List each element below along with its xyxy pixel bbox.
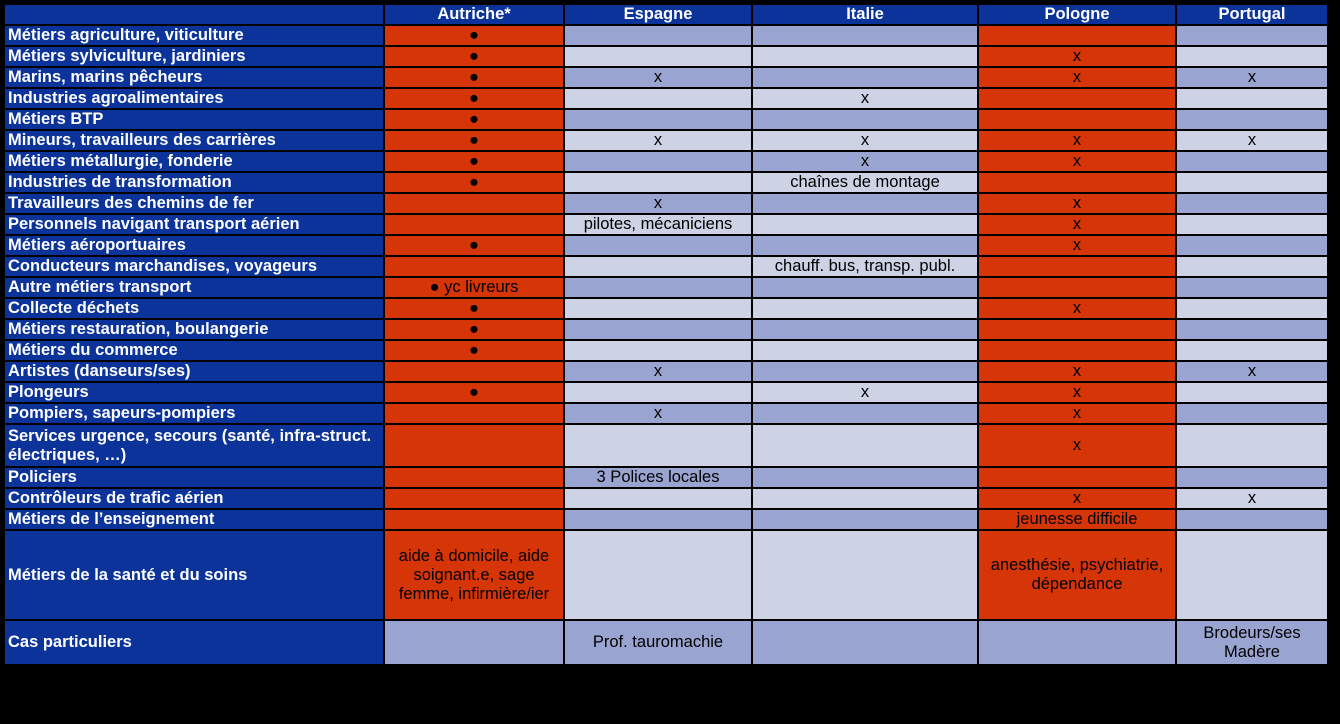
header-corner — [5, 5, 383, 24]
table-cell — [1177, 468, 1327, 487]
row-label: Conducteurs marchandises, voyageurs — [5, 257, 383, 276]
table-row — [5, 383, 1327, 402]
table-cell: x — [979, 236, 1175, 255]
table-cell — [565, 531, 751, 619]
table-cell — [1177, 383, 1327, 402]
table-row — [5, 531, 1327, 619]
table-cell — [1177, 89, 1327, 108]
table-cell — [1177, 110, 1327, 129]
table-cell: x — [979, 299, 1175, 318]
table-cell: ● — [385, 383, 563, 402]
table-cell — [979, 173, 1175, 192]
table-cell — [565, 257, 751, 276]
table-cell — [565, 47, 751, 66]
row-label: Cas particuliers — [5, 621, 383, 664]
table-cell — [753, 299, 977, 318]
table-cell: ● — [385, 47, 563, 66]
table-cell — [753, 68, 977, 87]
table-cell — [1177, 173, 1327, 192]
table-cell — [1177, 299, 1327, 318]
table-cell: x — [979, 194, 1175, 213]
table-cell — [979, 257, 1175, 276]
table-cell: x — [979, 131, 1175, 150]
table-cell: ● — [385, 26, 563, 45]
table-cell — [979, 89, 1175, 108]
row-label: Métiers métallurgie, fonderie — [5, 152, 383, 171]
table-cell — [1177, 215, 1327, 234]
table-cell: ● — [385, 131, 563, 150]
row-label: Personnels navigant transport aérien — [5, 215, 383, 234]
table-cell: x — [979, 152, 1175, 171]
col-header-espagne: Espagne — [565, 5, 751, 24]
table-row — [5, 362, 1327, 381]
table-cell — [979, 26, 1175, 45]
col-header-italie: Italie — [753, 5, 977, 24]
table-cell — [385, 404, 563, 423]
table-cell — [1177, 236, 1327, 255]
row-label: Industries agroalimentaires — [5, 89, 383, 108]
table-cell: x — [979, 425, 1175, 466]
table-cell: x — [565, 194, 751, 213]
table-row — [5, 215, 1327, 234]
table-cell: ● — [385, 320, 563, 339]
table-cell — [565, 278, 751, 297]
row-label: Travailleurs des chemins de fer — [5, 194, 383, 213]
table-cell — [565, 152, 751, 171]
table-cell: Brodeurs/ses Madère — [1177, 621, 1327, 664]
table-cell: x — [565, 362, 751, 381]
table-cell: chaînes de montage — [753, 173, 977, 192]
table-row — [5, 320, 1327, 339]
row-label: Métiers BTP — [5, 110, 383, 129]
table-cell — [753, 215, 977, 234]
table-row — [5, 510, 1327, 529]
table-cell: x — [1177, 68, 1327, 87]
col-header-portugal: Portugal — [1177, 5, 1327, 24]
table-cell — [565, 26, 751, 45]
table-cell — [979, 341, 1175, 360]
table-cell — [979, 320, 1175, 339]
row-label: Autre métiers transport — [5, 278, 383, 297]
table-row — [5, 299, 1327, 318]
table-row — [5, 47, 1327, 66]
table-row — [5, 89, 1327, 108]
table-cell — [753, 47, 977, 66]
table-cell — [385, 362, 563, 381]
table-row — [5, 489, 1327, 508]
table-row — [5, 26, 1327, 45]
table-cell — [979, 621, 1175, 664]
table-cell — [565, 510, 751, 529]
table-cell: x — [753, 89, 977, 108]
table-cell: pilotes, mécaniciens — [565, 215, 751, 234]
row-label: Policiers — [5, 468, 383, 487]
row-label: Mineurs, travailleurs des carrières — [5, 131, 383, 150]
table-cell — [1177, 404, 1327, 423]
row-label: Métiers de la santé et du soins — [5, 531, 383, 619]
table-cell — [1177, 47, 1327, 66]
table-cell — [1177, 531, 1327, 619]
header-row — [5, 5, 1327, 24]
table-cell — [565, 236, 751, 255]
table-cell: x — [753, 152, 977, 171]
table-cell: ● — [385, 173, 563, 192]
table-row — [5, 341, 1327, 360]
table-cell: jeunesse difficile — [979, 510, 1175, 529]
table-row — [5, 425, 1327, 466]
row-label: Services urgence, secours (santé, infra-struct. électriques, …) — [5, 425, 383, 466]
table-cell — [565, 299, 751, 318]
table-cell — [753, 425, 977, 466]
table-cell — [753, 489, 977, 508]
table-cell — [1177, 510, 1327, 529]
table-cell — [565, 383, 751, 402]
table-cell: x — [1177, 489, 1327, 508]
table-cell — [1177, 278, 1327, 297]
table-cell — [565, 425, 751, 466]
table-cell: x — [753, 131, 977, 150]
table-cell — [1177, 320, 1327, 339]
table-cell — [1177, 152, 1327, 171]
table-cell — [385, 215, 563, 234]
table-row — [5, 173, 1327, 192]
table-cell — [753, 236, 977, 255]
row-label: Plongeurs — [5, 383, 383, 402]
table-cell: ● — [385, 152, 563, 171]
row-label: Métiers du commerce — [5, 341, 383, 360]
table-row — [5, 110, 1327, 129]
table-cell — [753, 531, 977, 619]
table-row — [5, 468, 1327, 487]
table-cell: x — [1177, 362, 1327, 381]
row-label: Contrôleurs de trafic aérien — [5, 489, 383, 508]
table-cell — [753, 468, 977, 487]
table-cell — [979, 110, 1175, 129]
table-row — [5, 404, 1327, 423]
table-row — [5, 621, 1327, 664]
row-label: Marins, marins pêcheurs — [5, 68, 383, 87]
table-cell — [753, 510, 977, 529]
row-label: Collecte déchets — [5, 299, 383, 318]
table-cell — [1177, 194, 1327, 213]
table-row — [5, 194, 1327, 213]
table-cell — [565, 341, 751, 360]
table-cell — [979, 278, 1175, 297]
table-cell: aide à domicile, aide soignant.e, sage femme, infirmière/ier — [385, 531, 563, 619]
table-cell — [753, 110, 977, 129]
table-cell: 3 Polices locales — [565, 468, 751, 487]
table-cell — [753, 621, 977, 664]
table-cell: x — [565, 131, 751, 150]
table-cell: x — [979, 215, 1175, 234]
table-cell: Prof. tauromachie — [565, 621, 751, 664]
table-cell — [385, 194, 563, 213]
row-label: Métiers aéroportuaires — [5, 236, 383, 255]
table-cell — [565, 489, 751, 508]
table-cell — [565, 320, 751, 339]
row-label: Métiers restauration, boulangerie — [5, 320, 383, 339]
table-cell: x — [753, 383, 977, 402]
table-cell: ● — [385, 341, 563, 360]
table-cell — [753, 278, 977, 297]
table-cell — [1177, 341, 1327, 360]
table-cell: ● — [385, 236, 563, 255]
table-cell — [385, 510, 563, 529]
row-label: Pompiers, sapeurs-pompiers — [5, 404, 383, 423]
table-cell: ● — [385, 299, 563, 318]
table-cell — [1177, 257, 1327, 276]
row-label: Métiers sylviculture, jardiniers — [5, 47, 383, 66]
table-cell: x — [979, 404, 1175, 423]
row-label: Industries de transformation — [5, 173, 383, 192]
table-row — [5, 152, 1327, 171]
occupations-table — [3, 3, 1329, 666]
table-cell — [753, 362, 977, 381]
col-header-pologne: Pologne — [979, 5, 1175, 24]
table-cell: anesthésie, psychiatrie, dépendance — [979, 531, 1175, 619]
table-cell — [753, 194, 977, 213]
table-cell: ● — [385, 68, 563, 87]
table-row — [5, 236, 1327, 255]
row-label: Métiers agriculture, viticulture — [5, 26, 383, 45]
table-cell: x — [979, 489, 1175, 508]
table-cell: x — [979, 47, 1175, 66]
table-cell — [565, 110, 751, 129]
table-cell: x — [565, 404, 751, 423]
table-cell: chauff. bus, transp. publ. — [753, 257, 977, 276]
table-cell — [385, 468, 563, 487]
table-row — [5, 257, 1327, 276]
table-cell: x — [565, 68, 751, 87]
col-header-autriche: Autriche* — [385, 5, 563, 24]
table-cell: ● yc livreurs — [385, 278, 563, 297]
table-cell — [385, 257, 563, 276]
table-cell — [753, 341, 977, 360]
table-cell — [565, 173, 751, 192]
table-row — [5, 131, 1327, 150]
table-cell — [385, 425, 563, 466]
table-cell: x — [979, 68, 1175, 87]
table-cell: ● — [385, 89, 563, 108]
table-cell — [1177, 26, 1327, 45]
table-cell — [753, 26, 977, 45]
table-cell: ● — [385, 110, 563, 129]
row-label: Métiers de l’enseignement — [5, 510, 383, 529]
table-cell: x — [979, 383, 1175, 402]
table-row — [5, 68, 1327, 87]
table-cell — [565, 89, 751, 108]
table-row — [5, 278, 1327, 297]
table-cell — [385, 621, 563, 664]
row-label: Artistes (danseurs/ses) — [5, 362, 383, 381]
table-cell — [979, 468, 1175, 487]
table-cell — [1177, 425, 1327, 466]
table-cell — [385, 489, 563, 508]
table-cell: x — [1177, 131, 1327, 150]
table-cell — [753, 320, 977, 339]
table-cell: x — [979, 362, 1175, 381]
table-cell — [753, 404, 977, 423]
